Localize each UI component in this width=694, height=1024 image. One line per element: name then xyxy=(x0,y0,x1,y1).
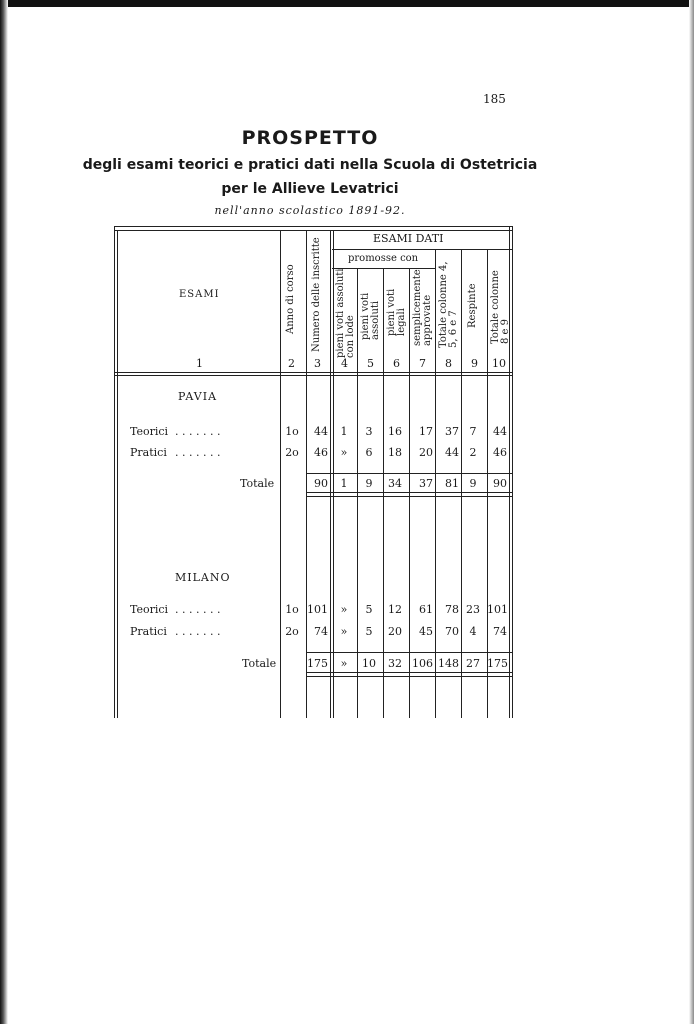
table-left-border xyxy=(114,226,115,718)
col-number-6: 6 xyxy=(393,357,400,370)
cell-anno: 2o xyxy=(285,625,299,638)
cell-c6: 34 xyxy=(388,477,402,490)
page-right-edge xyxy=(689,0,694,1024)
cell-c6: 12 xyxy=(388,603,402,616)
col-number-5: 5 xyxy=(367,357,374,370)
col-number-4: 4 xyxy=(341,357,348,370)
total-label: Totale xyxy=(242,657,277,670)
subtitle-line-1: degli esami teorici e pratici dati nella Scuola di Ostetricia xyxy=(82,157,538,173)
cell-c6: 16 xyxy=(388,425,402,438)
cell-c9: 4 xyxy=(469,625,477,638)
header-promosse-con: promosse con xyxy=(348,253,419,264)
row-leader-dots: . . . . . . . xyxy=(175,425,221,438)
cell-inscritte: 90 xyxy=(314,477,328,490)
cell-c8: 81 xyxy=(445,477,459,490)
row-leader-dots: . . . . . . . xyxy=(175,603,221,616)
col-number-3: 3 xyxy=(314,357,321,370)
total-label: Totale xyxy=(240,477,275,490)
cell-c9: 9 xyxy=(469,477,477,490)
row-leader-dots: . . . . . . . xyxy=(175,625,221,638)
row-label: Pratici xyxy=(130,625,167,638)
cell-c6: 18 xyxy=(388,446,402,459)
page-left-edge xyxy=(0,0,8,1024)
cell-c4: 1 xyxy=(340,425,348,438)
col-number-10: 10 xyxy=(492,357,506,370)
cell-c8: 78 xyxy=(445,603,459,616)
header-anno-di-corso: Anno di corso xyxy=(285,264,296,334)
col-divider-3 xyxy=(306,230,307,718)
cell-c8: 70 xyxy=(445,625,459,638)
header-totale-8-9: Totale colonne 8 e 9 xyxy=(490,270,511,344)
cell-c9: 7 xyxy=(469,425,477,438)
cell-c4: » xyxy=(340,657,348,670)
cell-anno: 1o xyxy=(285,425,299,438)
cell-c10: 46 xyxy=(493,446,507,459)
group-header-rule xyxy=(332,249,512,250)
cell-c7: 61 xyxy=(419,603,433,616)
cell-inscritte: 46 xyxy=(314,446,328,459)
cell-c5: 9 xyxy=(365,477,373,490)
header-pieni-voti-assoluti: pieni voti assoluti xyxy=(360,292,381,340)
cell-c10: 90 xyxy=(493,477,507,490)
header-pieni-voti-legali: pieni voti legali xyxy=(386,288,407,336)
header-esami-dati: ESAMI DATI xyxy=(373,232,444,245)
cell-inscritte: 44 xyxy=(314,425,328,438)
subtitle-line-2: per le Allieve Levatrici xyxy=(221,181,399,197)
page-number: 185 xyxy=(483,92,506,106)
section-title-milano: MILANO xyxy=(175,571,231,584)
cell-c5: 10 xyxy=(362,657,376,670)
col-number-7: 7 xyxy=(419,357,426,370)
col-number-1: 1 xyxy=(196,357,203,370)
cell-c8: 44 xyxy=(445,446,459,459)
cell-c7: 37 xyxy=(419,477,433,490)
row-label: Teorici xyxy=(130,603,169,616)
cell-c10: 101 xyxy=(487,603,508,616)
header-pieni-voti-lode: pieni voti assoluti con lode xyxy=(335,268,356,358)
cell-c9: 2 xyxy=(469,446,477,459)
col-divider-7 xyxy=(409,268,410,718)
cell-c4: » xyxy=(340,625,348,638)
row-leader-dots: . . . . . . . xyxy=(175,446,221,459)
cell-c6: 20 xyxy=(388,625,402,638)
page-title: PROSPETTO xyxy=(241,127,379,149)
cell-c5: 5 xyxy=(365,603,373,616)
cell-inscritte: 74 xyxy=(314,625,328,638)
cell-c5: 5 xyxy=(365,625,373,638)
page-top-edge xyxy=(0,0,694,7)
cell-c7: 106 xyxy=(412,657,433,670)
col-divider-2 xyxy=(280,230,281,718)
header-bottom-rule-double xyxy=(114,375,512,376)
col-divider-4-double xyxy=(333,230,334,718)
cell-anno: 1o xyxy=(285,603,299,616)
header-esami: ESAMI xyxy=(179,289,220,300)
cell-c7: 45 xyxy=(419,625,433,638)
header-bottom-rule xyxy=(114,372,512,373)
cell-c4: » xyxy=(340,446,348,459)
cell-anno: 2o xyxy=(285,446,299,459)
table-top-rule-double xyxy=(114,230,512,231)
section-title-pavia: PAVIA xyxy=(178,390,218,403)
col-divider-5 xyxy=(357,268,358,718)
cell-c10: 44 xyxy=(493,425,507,438)
cell-c5: 6 xyxy=(365,446,373,459)
cell-c10: 74 xyxy=(493,625,507,638)
table-right-border-double xyxy=(512,226,513,718)
cell-c7: 20 xyxy=(419,446,433,459)
cell-c4: 1 xyxy=(340,477,348,490)
col-divider-6 xyxy=(383,268,384,718)
header-semplicemente-approvate: semplicemente approvate xyxy=(412,269,433,346)
row-label: Pratici xyxy=(130,446,167,459)
row-label: Teorici xyxy=(130,425,169,438)
col-number-2: 2 xyxy=(288,357,295,370)
cell-inscritte: 175 xyxy=(307,657,328,670)
cell-c7: 17 xyxy=(419,425,433,438)
table-left-border-double xyxy=(117,230,118,718)
col-divider-4 xyxy=(330,230,331,718)
header-respinte: Respinte xyxy=(467,283,478,328)
cell-c6: 32 xyxy=(388,657,402,670)
col-number-9: 9 xyxy=(471,357,478,370)
col-number-8: 8 xyxy=(445,357,452,370)
academic-year: nell'anno scolastico 1891-92. xyxy=(214,204,406,217)
cell-c8: 37 xyxy=(445,425,459,438)
cell-inscritte: 101 xyxy=(307,603,328,616)
header-numero-inscritte: Numero delle inscritte xyxy=(311,237,322,352)
cell-c8: 148 xyxy=(438,657,459,670)
cell-c9: 27 xyxy=(466,657,480,670)
cell-c4: » xyxy=(340,603,348,616)
table-top-rule xyxy=(114,226,512,227)
cell-c9: 23 xyxy=(466,603,480,616)
header-totale-4-7: Totale colonne 4, 5, 6 e 7 xyxy=(438,261,459,348)
cell-c10: 175 xyxy=(487,657,508,670)
cell-c5: 3 xyxy=(365,425,373,438)
